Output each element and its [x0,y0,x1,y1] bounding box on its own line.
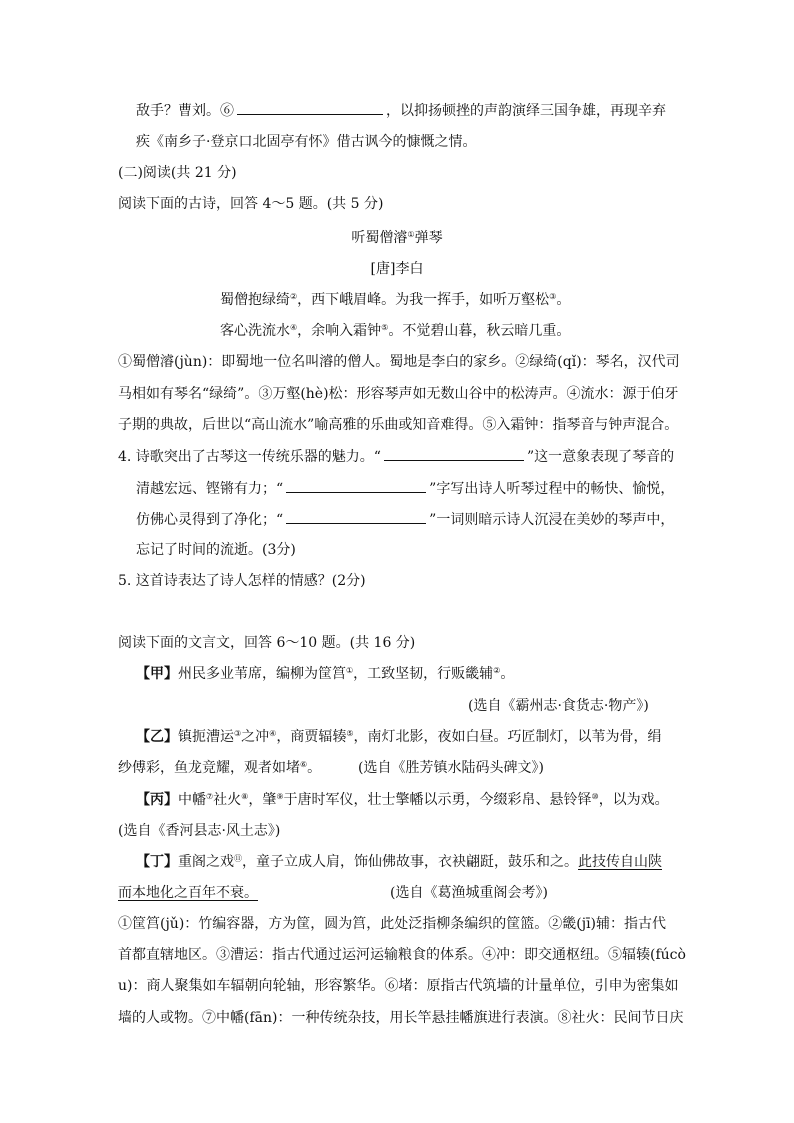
question-4-text: 仿佛心灵得到了净化；“ [136,512,284,528]
passage-ding-source: (选自《葛渔城重阁会考》) [390,885,548,901]
passage-jia-source: (选自《霸州志·食货志·物产》) [468,698,649,714]
footnote-mark: ② [290,292,298,301]
passage-text: 中幡 [178,792,206,808]
question-4-line-1 [118,446,674,466]
passage-text: ，南灯北影，夜如白昼。巧匠制灯，以苇为骨，绢 [353,729,662,745]
footnote-mark: ② [493,666,501,675]
passage-tag: 【甲】 [136,666,178,682]
answer-blank-q4-2[interactable] [286,478,426,493]
cont-line-1-tail: ，以抑扬顿挫的声韵演绎三国争雄，再现辛弃 [386,103,666,119]
passage-jia [136,664,514,684]
poem-text: ，余响入霜钟 [297,323,382,339]
footnote-mark: ⑨ [276,792,284,801]
passage-text: 纱傅彩，鱼龙竞耀，观者如堵 [118,760,300,776]
poem-text: 客心洗流水 [220,323,290,339]
section-2-title: (二)阅读(共 21 分) [118,165,237,181]
passage-text: ，工致坚韧，行贩畿辅 [353,666,494,682]
passage-text: 社火 [213,792,242,808]
footnote-mark: ① [346,666,354,675]
passage-text: 镇扼漕运 [178,729,234,745]
passage-text: ，商贾辐辏 [276,729,347,745]
passage-tag: 【乙】 [136,729,178,745]
passage-text: 重阁之戏 [178,854,234,870]
prose-instructions: 阅读下面的文言文，回答 6～10 题。(共 16 分) [118,635,416,651]
passage-text: ，以为戏。 [598,792,669,808]
poem-note-line: ①蜀僧濬(jùn)：即蜀地一位名叫濬的僧人。蜀地是李白的家乡。②绿绮(qǐ)：琴名，汉代司 [118,354,680,370]
footnote-mark: ⑧ [241,792,249,801]
footnote-mark: ⑥ [300,760,308,769]
passage-bing-line-1 [136,790,669,810]
underlined-sentence: 而本地化之百年不衰。 [118,885,258,901]
footnote-mark: ④ [269,729,277,738]
poem-text: ，西下峨眉峰。为我一挥手，如听万壑松 [297,292,550,308]
question-4-line-4: 忘记了时间的流逝。(3分) [136,542,296,558]
passage-yi-source: (选自《胜芳镇水陆码头碑文》) [358,760,544,776]
footnote-mark: ⑤ [346,729,354,738]
passage-text: 州民多业苇席，编柳为筐筥 [178,666,346,682]
cont-line-2: 疾《南乡子·登京口北固亭有怀》借古讽今的慷慨之情。 [136,134,477,150]
passage-bing-source: (选自《香河县志·风土志》) [118,823,281,839]
footnote-mark: ⑤ [381,323,389,332]
passage-text: ，童子立成人肩，饰仙佛故事，衣袂翩跹，鼓乐和之。 [242,854,578,870]
prose-note-line: 首都直辖地区。③漕运：指古代通过运河运输粮食的体系。④冲：即交通枢纽。⑤辐辏(fúcò [118,947,686,963]
cont-line-1 [136,100,666,120]
footnote-mark: ⑦ [206,792,214,801]
question-4-line-3 [136,509,674,529]
poem-title-text: 听蜀僧濬 [351,230,408,246]
poem-text: 蜀僧抱绿绮 [220,292,290,308]
question-4-text: ”这一意象表现了琴音的 [526,449,675,465]
footnote-mark: ① [407,230,415,239]
prose-note-line: u)：商人聚集如车辐朝向轮轴，形容繁华。⑥堵：原指古代筑墙的计量单位，引申为密集如 [118,978,679,994]
poem-text: 。不觉碧山暮，秋云暗几重。 [388,323,571,339]
footnote-mark: ③ [549,292,557,301]
passage-text: ，肇 [248,792,277,808]
passage-ding-line-1 [136,852,662,872]
poem-note-line: 子期的典故，后世以“高山流水”喻高雅的乐曲或知音难得。⑤入霜钟：指琴音与钟声混合。 [118,417,679,433]
poem-instructions: 阅读下面的古诗，回答 4～5 题。(共 5 分) [118,196,384,212]
passage-yi-line-1 [136,727,662,747]
poem-note-line: 马相如有琴名“绿绮”。③万壑(hè)松：形容琴声如无数山谷中的松涛声。④流水：源于伯牙 [118,386,679,402]
passage-ding-line-2 [118,883,258,903]
footnote-mark: ③ [234,729,242,738]
passage-tag: 【丁】 [136,854,178,870]
footnote-mark: ④ [290,323,298,332]
poem-line-2 [220,321,570,341]
passage-yi-line-2 [118,758,321,778]
question-5: 5. 这首诗表达了诗人怎样的情感？(2分) [118,573,366,589]
poem-title-tail: 弹琴 [414,230,443,246]
footnote-mark: ⑩ [591,792,599,801]
cont-line-1-text: 敌手？曹刘。⑥ [136,103,234,119]
answer-blank-q4-3[interactable] [286,509,426,524]
passage-text: 于唐时军仪，壮士擎幡以示勇，今缀彩帛、悬铃铎 [283,792,592,808]
prose-note-line: ①筐筥(jǔ)：竹编容器，方为筐，圆为筥，此处泛指柳条编织的筐篮。②畿(jī)辅：指古代 [118,916,667,932]
question-4-text: 4. 诗歌突出了古琴这一传统乐器的魅力。“ [118,449,381,465]
underlined-sentence: 此技传自山陕 [578,854,662,870]
passage-text: 。 [307,760,322,776]
answer-blank-q4-1[interactable] [384,446,524,461]
passage-tag: 【丙】 [136,792,178,808]
question-4-text: 清越宏远、铿锵有力；“ [136,481,284,497]
question-4-line-2 [136,478,674,498]
poem-line-1 [220,290,570,310]
footnote-mark: ⑪ [234,854,242,863]
poem-title [0,228,794,248]
answer-blank-6[interactable] [237,100,383,115]
question-4-text: ”一词则暗示诗人沉浸在美妙的琴声中， [429,512,675,528]
poem-author: [唐]李白 [370,261,424,277]
prose-note-line: 墙的人或物。⑦中幡(fān)：一种传统杂技，用长竿悬挂幡旗进行表演。⑧社火：民间节日庆 [118,1010,684,1026]
passage-text: 之冲 [241,729,270,745]
poem-text: 。 [556,292,571,308]
passage-text: 。 [500,666,515,682]
question-4-text: ”字写出诗人听琴过程中的畅快、愉悦， [429,481,675,497]
